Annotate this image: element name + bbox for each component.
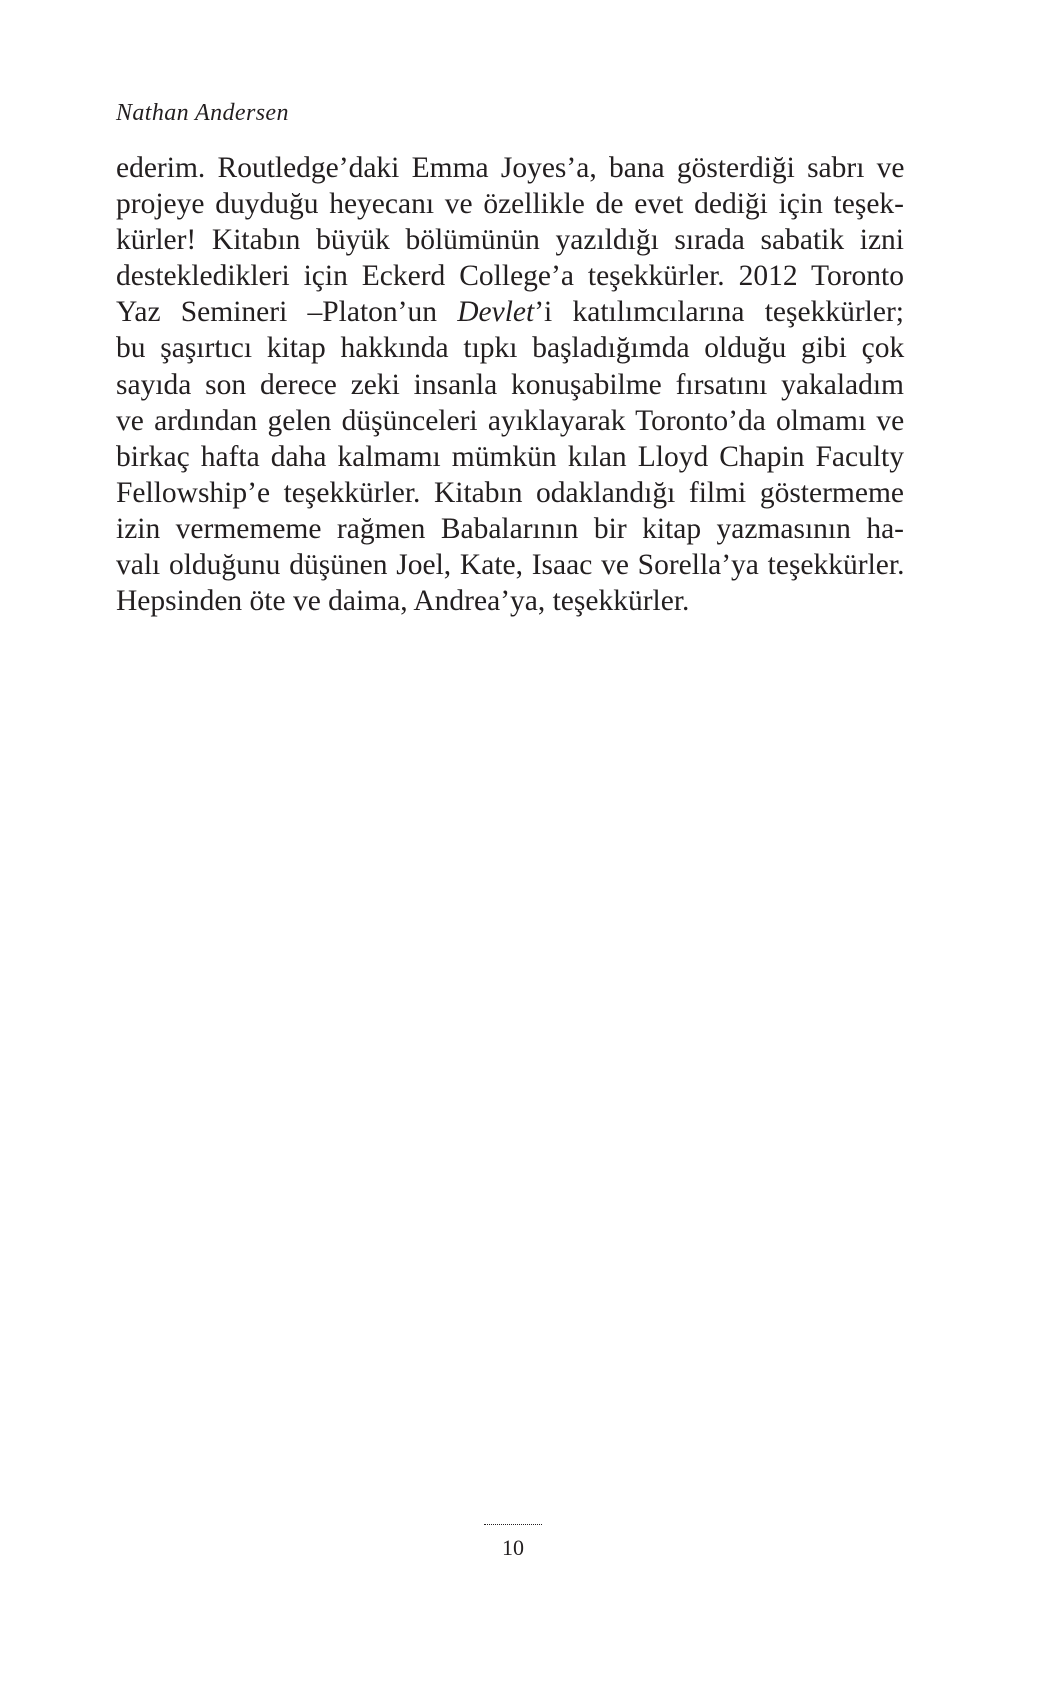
line-text: sayıda son derece zeki insanla konuşabilme fırsatını yakaladım bbox=[116, 368, 904, 401]
line-text: valı olduğunu düşünen Joel, Kate, Isaac ve Sorella’ya teşekkürler. bbox=[116, 549, 905, 582]
line-text: ve ardından gelen düşünceleri ayıklayarak Toronto’da olmamı ve bbox=[116, 404, 905, 437]
text-line bbox=[116, 330, 904, 366]
text-line bbox=[116, 222, 904, 258]
line-text: izin vermememe rağmen Babalarının bir kitap yazmasının ha- bbox=[116, 512, 904, 545]
text-line bbox=[116, 186, 904, 222]
line-text: bu şaşırtıcı kitap hakkında tıpkı başladığımda olduğu gibi çok bbox=[116, 332, 905, 365]
body-paragraph bbox=[116, 150, 904, 619]
line-text-continued: ’i katılımcılarına teşekkürler; bbox=[534, 296, 904, 329]
text-line bbox=[116, 367, 904, 403]
page-number: 10 bbox=[502, 1535, 524, 1560]
text-line bbox=[116, 150, 904, 186]
line-text: Hepsinden öte ve daima, Andrea’ya, teşekkürler. bbox=[116, 585, 690, 618]
line-text: Fellowship’e teşekkürler. Kitabın odaklandığı filmi göstermeme bbox=[116, 476, 905, 509]
line-text: destekledikleri için Eckerd College’a teşekkürler. 2012 Toronto bbox=[116, 260, 904, 293]
text-line bbox=[116, 294, 904, 330]
text-line bbox=[116, 439, 904, 475]
text-line bbox=[116, 547, 904, 583]
text-line bbox=[116, 258, 904, 294]
text-line bbox=[116, 583, 904, 619]
text-line bbox=[116, 511, 904, 547]
line-text: Yaz Semineri –Platon’un bbox=[116, 296, 458, 329]
book-title-italic: Devlet bbox=[457, 296, 535, 329]
line-text: birkaç hafta daha kalmamı mümkün kılan Lloyd Chapin Faculty bbox=[116, 440, 904, 473]
footer-divider bbox=[484, 1524, 542, 1525]
text-line bbox=[116, 403, 904, 439]
running-head: Nathan Andersen bbox=[116, 100, 289, 126]
text-line bbox=[116, 475, 904, 511]
line-text: ederim. Routledge’daki Emma Joyes’a, bana gösterdiği sabrı ve bbox=[116, 152, 905, 184]
line-text: kürler! Kitabın büyük bölümünün yazıldığı sırada sabatik izni bbox=[116, 224, 904, 257]
line-text: projeye duyduğu heyecanı ve özellikle de evet dediği için teşek- bbox=[116, 188, 904, 221]
